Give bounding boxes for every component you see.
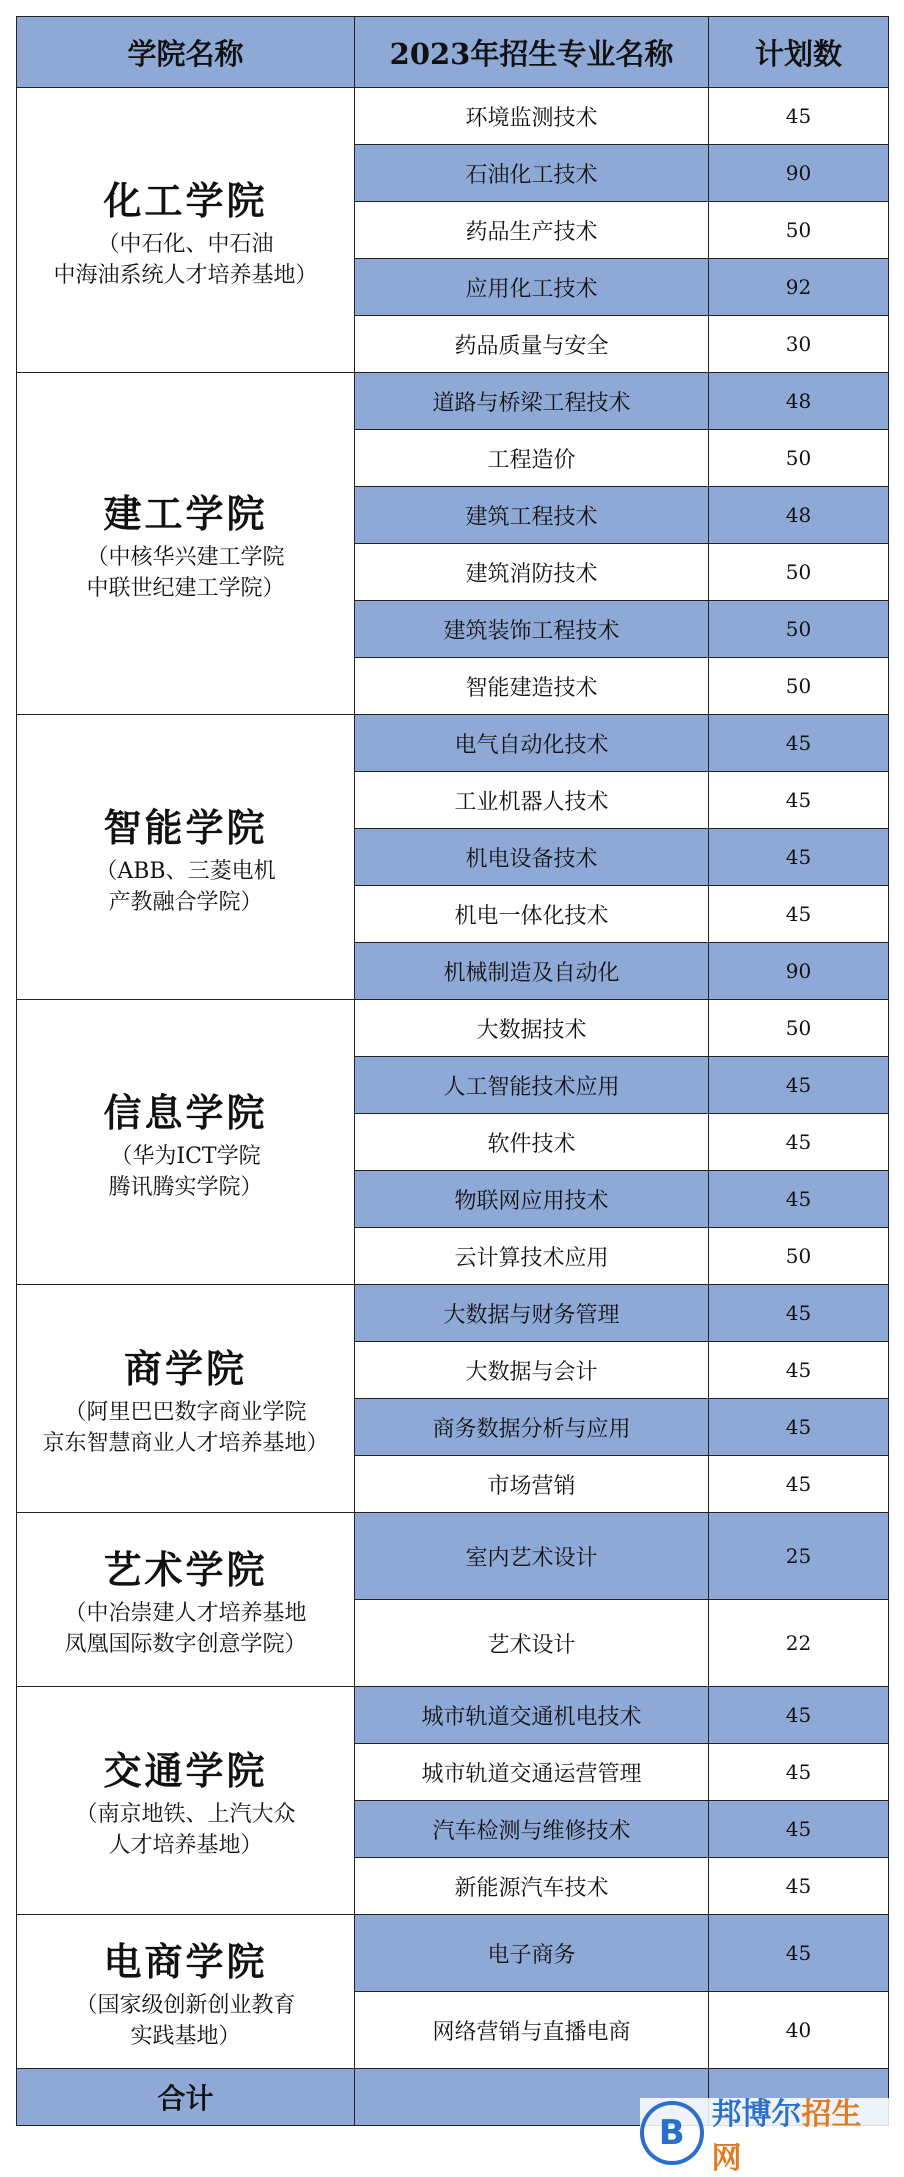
plan-count-cell: 45 — [709, 1342, 889, 1399]
plan-count-cell: 45 — [709, 1171, 889, 1228]
college-name: 建工学院 — [103, 491, 268, 536]
college-name: 智能学院 — [103, 804, 268, 850]
major-name-cell: 药品生产技术 — [355, 202, 709, 259]
plan-count-cell: 30 — [709, 316, 889, 373]
college-name: 化工学院 — [103, 177, 268, 223]
major-name-cell: 大数据与会计 — [355, 1342, 709, 1399]
major-name-cell: 工程造价 — [355, 430, 709, 487]
logo-icon: B — [640, 2101, 704, 2165]
major-name-cell: 机械制造及自动化 — [355, 943, 709, 1000]
table-row — [17, 1915, 889, 1992]
college-note: （南京地铁、上汽大众 人才培养基地） — [75, 1802, 296, 1858]
plan-count-cell: 50 — [709, 544, 889, 601]
major-name-cell: 药品质量与安全 — [355, 316, 709, 373]
major-name-cell: 机电一体化技术 — [355, 886, 709, 943]
table-body — [17, 88, 889, 2069]
plan-count-cell: 50 — [709, 1000, 889, 1057]
college-note: （阿里巴巴数字商业学院 京东智慧商业人才培养基地） — [42, 1400, 329, 1456]
plan-count-cell: 90 — [709, 943, 889, 1000]
plan-count-cell: 45 — [709, 715, 889, 772]
plan-count-cell: 45 — [709, 1915, 889, 1992]
major-name-cell: 大数据与财务管理 — [355, 1285, 709, 1342]
major-name-cell: 物联网应用技术 — [355, 1171, 709, 1228]
plan-count-cell: 92 — [709, 259, 889, 316]
college-cell — [17, 1915, 355, 2069]
major-name-cell: 石油化工技术 — [355, 145, 709, 202]
table-row — [17, 373, 889, 430]
plan-count-cell: 45 — [709, 1687, 889, 1744]
plan-count-cell: 45 — [709, 1057, 889, 1114]
major-name-cell: 环境监测技术 — [355, 88, 709, 145]
major-name-cell: 汽车检测与维修技术 — [355, 1801, 709, 1858]
major-name-cell: 城市轨道交通机电技术 — [355, 1687, 709, 1744]
table-row — [17, 1513, 889, 1600]
major-name-cell: 艺术设计 — [355, 1600, 709, 1687]
college-note: （华为ICT学院 腾讯腾实学院） — [108, 1143, 263, 1200]
plan-count-cell: 90 — [709, 145, 889, 202]
plan-count-cell: 22 — [709, 1600, 889, 1687]
table-row — [17, 1687, 889, 1744]
plan-count-cell: 45 — [709, 1285, 889, 1342]
plan-count-cell: 50 — [709, 430, 889, 487]
plan-count-cell: 45 — [709, 1456, 889, 1513]
table-row — [17, 1000, 889, 1057]
college-note: （国家级创新创业教育 实践基地） — [75, 1993, 296, 2049]
header-plan: 计划数 — [709, 17, 889, 88]
plan-count-cell: 48 — [709, 487, 889, 544]
major-name-cell: 机电设备技术 — [355, 829, 709, 886]
plan-count-cell: 40 — [709, 1992, 889, 2069]
college-note: （中冶崇建人才培养基地 凤凰国际数字创意学院） — [64, 1601, 307, 1657]
plan-count-cell: 50 — [709, 658, 889, 715]
college-note: （中核华兴建工学院 中联世纪建工学院） — [86, 545, 285, 601]
major-name-cell: 软件技术 — [355, 1114, 709, 1171]
plan-count-cell: 45 — [709, 772, 889, 829]
major-name-cell: 应用化工技术 — [355, 259, 709, 316]
college-cell — [17, 715, 355, 1000]
plan-count-cell: 45 — [709, 829, 889, 886]
plan-count-cell: 45 — [709, 1858, 889, 1915]
table-row — [17, 715, 889, 772]
major-name-cell: 电子商务 — [355, 1915, 709, 1992]
plan-count-cell: 45 — [709, 1114, 889, 1171]
plan-count-cell: 50 — [709, 1228, 889, 1285]
college-name: 电商学院 — [103, 1939, 268, 1984]
major-name-cell: 电气自动化技术 — [355, 715, 709, 772]
major-name-cell: 智能建造技术 — [355, 658, 709, 715]
plan-count-cell: 48 — [709, 373, 889, 430]
major-name-cell: 人工智能技术应用 — [355, 1057, 709, 1114]
college-cell — [17, 1513, 355, 1687]
major-name-cell: 城市轨道交通运营管理 — [355, 1744, 709, 1801]
watermark-logo — [640, 2097, 890, 2176]
plan-count-cell: 45 — [709, 1744, 889, 1801]
plan-count-cell: 50 — [709, 601, 889, 658]
college-cell — [17, 373, 355, 715]
major-name-cell: 网络营销与直播电商 — [355, 1992, 709, 2069]
major-name-cell: 云计算技术应用 — [355, 1228, 709, 1285]
major-name-cell: 商务数据分析与应用 — [355, 1399, 709, 1456]
major-name-cell: 市场营销 — [355, 1456, 709, 1513]
major-name-cell: 建筑装饰工程技术 — [355, 601, 709, 658]
college-name: 交通学院 — [103, 1748, 268, 1793]
major-name-cell: 建筑工程技术 — [355, 487, 709, 544]
major-name-cell: 道路与桥梁工程技术 — [355, 373, 709, 430]
college-cell — [17, 88, 355, 373]
major-name-cell: 大数据技术 — [355, 1000, 709, 1057]
logo-text: 邦博尔招生网 — [711, 2097, 862, 2176]
plan-count-cell: 50 — [709, 202, 889, 259]
header-major: 2023年招生专业名称 — [355, 17, 709, 88]
major-name-cell: 新能源汽车技术 — [355, 1858, 709, 1915]
header-row — [17, 17, 889, 88]
college-cell — [17, 1285, 355, 1513]
plan-count-cell: 45 — [709, 1801, 889, 1858]
college-name: 商学院 — [123, 1346, 247, 1391]
college-note: （ABB、三菱电机 产教融合学院） — [95, 858, 276, 915]
major-name-cell: 室内艺术设计 — [355, 1513, 709, 1600]
table-row — [17, 1285, 889, 1342]
total-label: 合计 — [17, 2069, 355, 2126]
college-name: 艺术学院 — [103, 1547, 268, 1592]
table-row — [17, 88, 889, 145]
plan-count-cell: 25 — [709, 1513, 889, 1600]
college-name: 信息学院 — [103, 1089, 268, 1135]
college-cell — [17, 1000, 355, 1285]
college-note: （中石化、中石油 中海油系统人才培养基地） — [53, 231, 318, 288]
plan-count-cell: 45 — [709, 886, 889, 943]
college-cell — [17, 1687, 355, 1915]
major-name-cell: 建筑消防技术 — [355, 544, 709, 601]
plan-count-cell: 45 — [709, 88, 889, 145]
enrollment-plan-table — [16, 16, 889, 2126]
major-name-cell: 工业机器人技术 — [355, 772, 709, 829]
plan-count-cell: 45 — [709, 1399, 889, 1456]
header-college: 学院名称 — [17, 17, 355, 88]
